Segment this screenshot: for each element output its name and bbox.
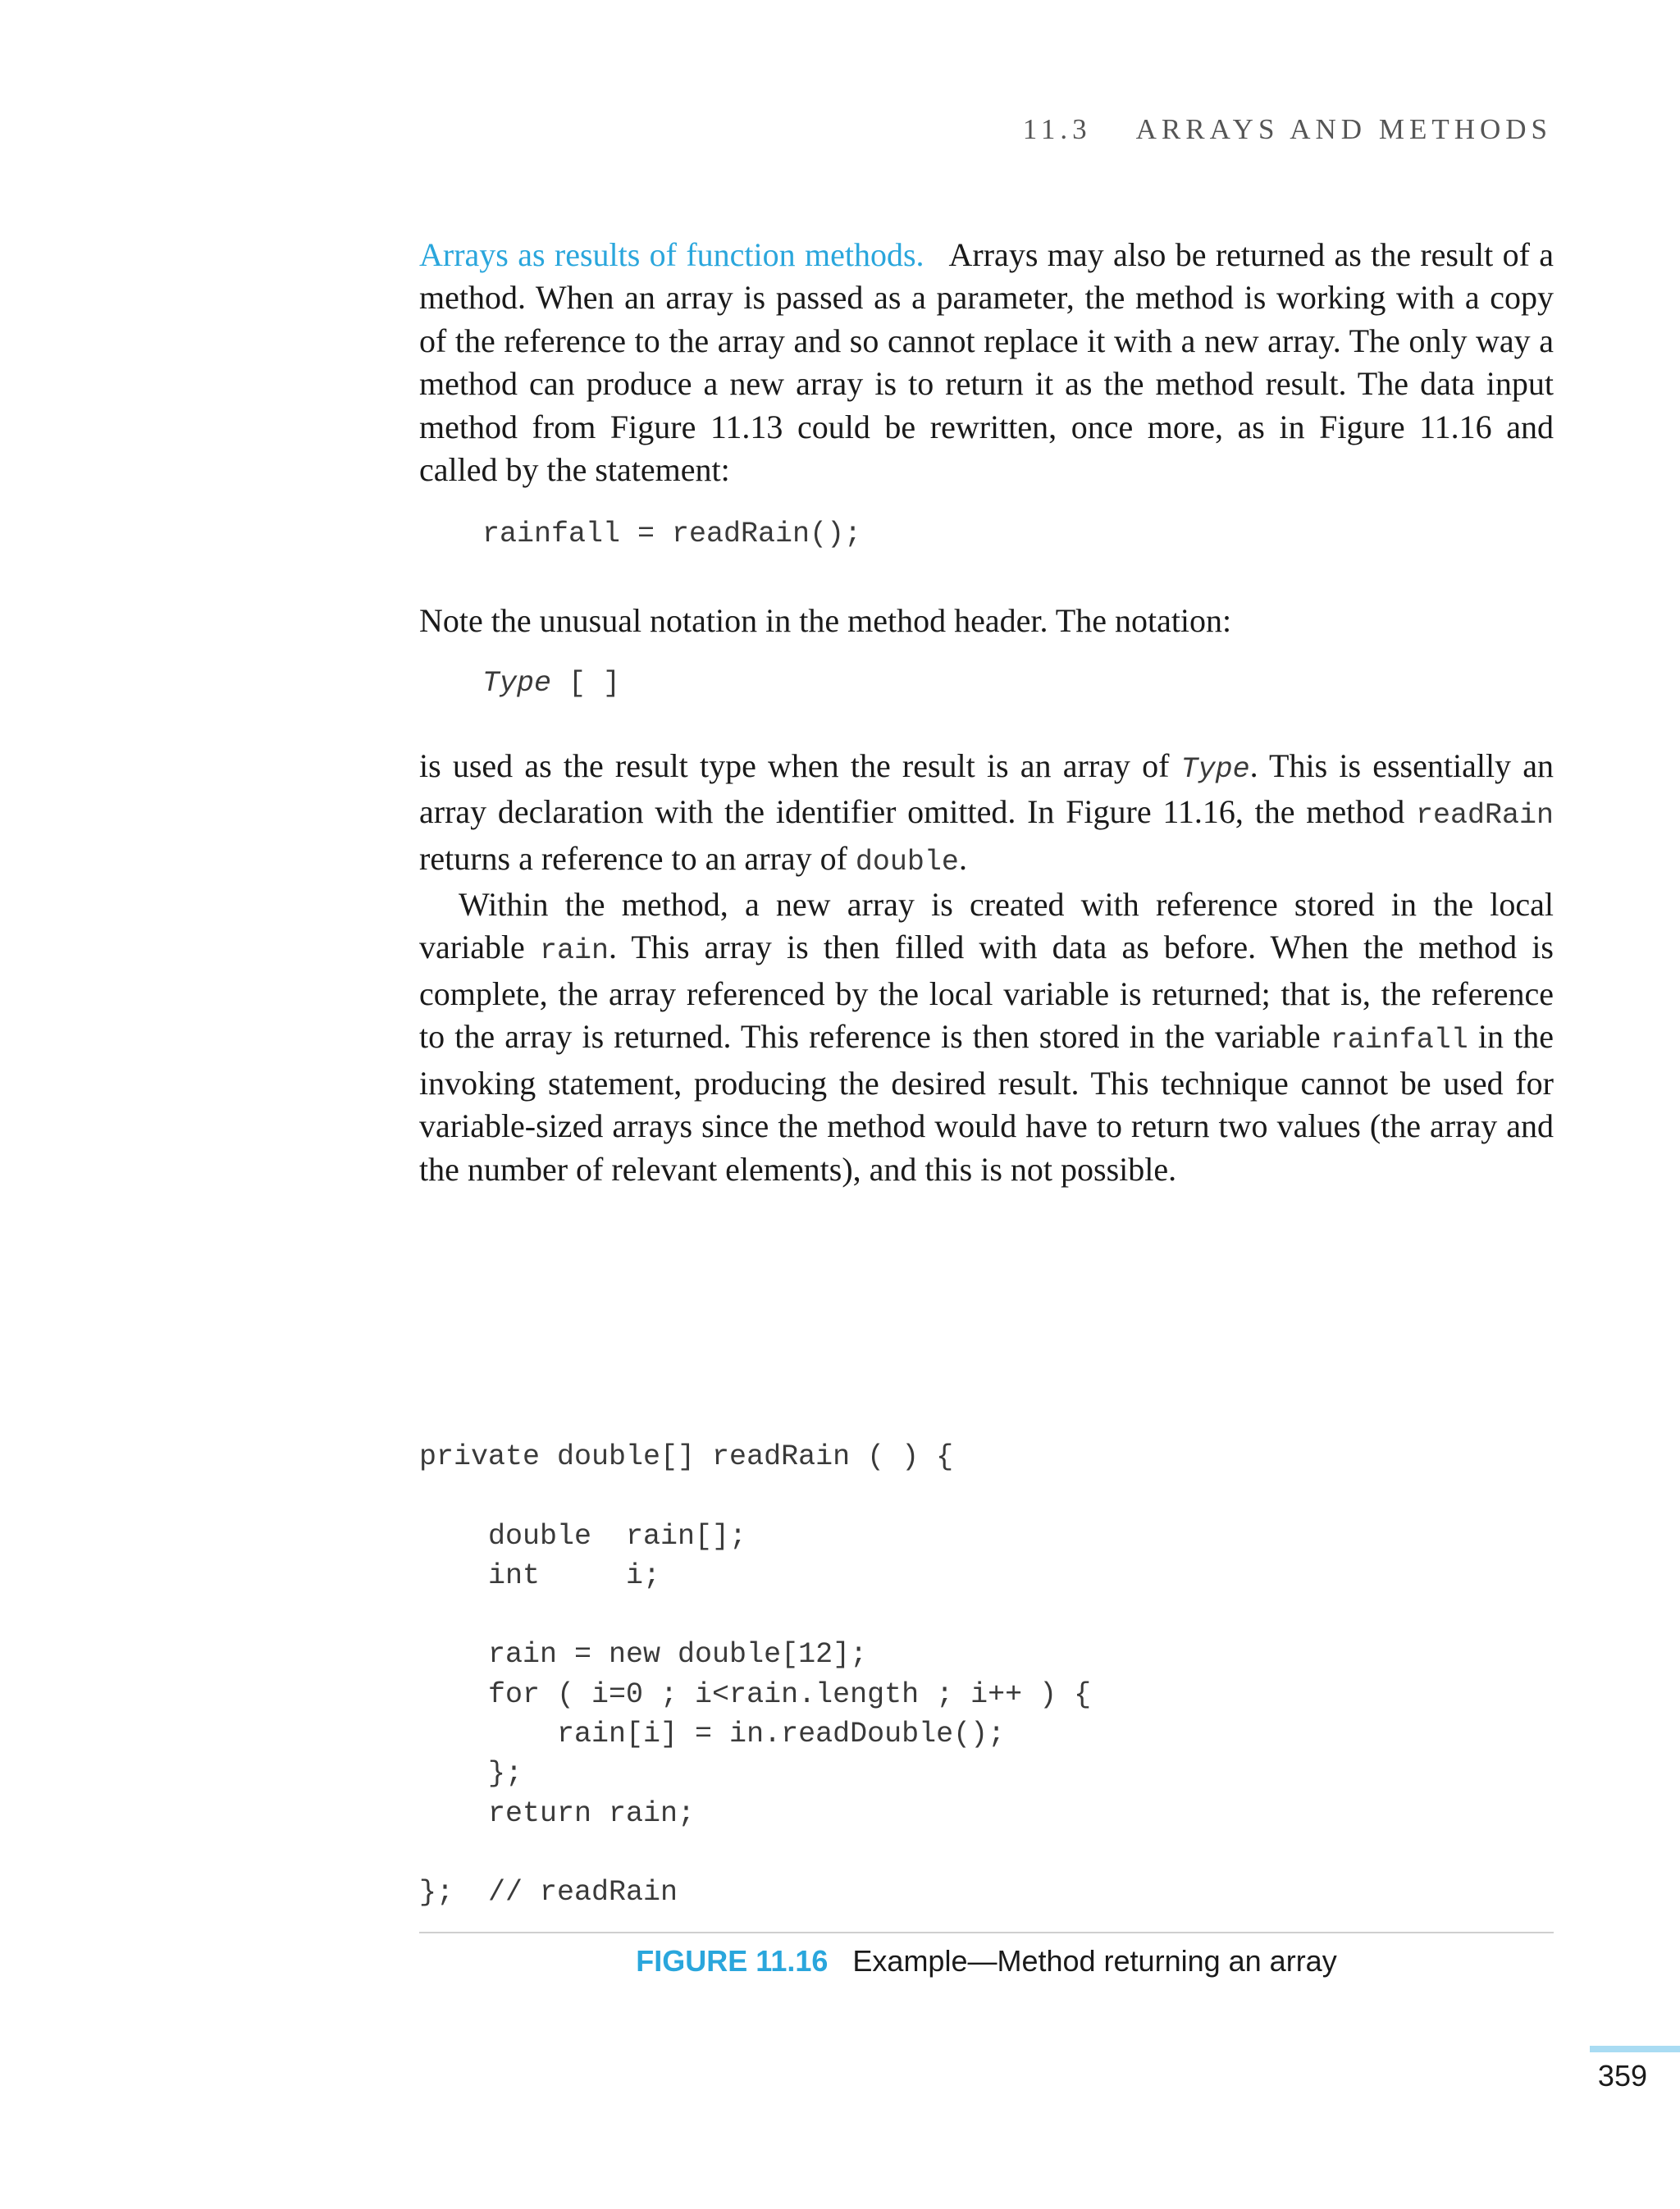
- section-title: ARRAYS AND METHODS: [1135, 113, 1552, 145]
- code-line: double rain[];: [419, 1519, 747, 1553]
- type-keyword: Type: [482, 666, 552, 700]
- figure-divider: [419, 1932, 1554, 1933]
- inline-code-rain: rain: [539, 934, 609, 968]
- section-number: 11.3: [1022, 113, 1092, 145]
- inline-code-rainfall: rainfall: [1330, 1024, 1468, 1057]
- inline-code-double: double: [855, 845, 959, 879]
- code-statement-readrain: rainfall = readRain();: [482, 518, 862, 551]
- paragraph-notation-intro: Note the unusual notation in the method header. The notation:: [419, 602, 1232, 640]
- code-line: };: [419, 1757, 523, 1791]
- inline-code-readrain: readRain: [1415, 799, 1554, 833]
- paragraph-text: in the invoking statement, producing the desired result. This technique cannot be used for variable-sized arrays since the method would have to return two values (the array and the number of relevant elements), and this is not possible.: [419, 1018, 1554, 1188]
- page-number-tab: [1590, 2046, 1680, 2052]
- paragraph-text: returns a reference to an array of: [419, 839, 856, 877]
- code-line: return rain;: [419, 1796, 696, 1830]
- paragraph-within-method: [419, 883, 1554, 1191]
- code-line: int i;: [419, 1559, 661, 1592]
- body-text: [419, 234, 1554, 1191]
- paragraph-text: Arrays may also be returned as the result of a method. When an array is passed as a parameter, the method is working with a copy of the reference to the array and so cannot replace it with a new array. The only way a method can produce a new array is to return it as the method result. The data input method from Figure 11.13 could be rewritten, once more, as in Figure 11.16 and called by the statement:: [419, 236, 1554, 489]
- code-line: [419, 1595, 1091, 1635]
- paragraph-text: . This array is then filled with data as before. When the method is complete, the array referenced by the local variable is returned; that is, the reference to the array is returned. This reference is then stored in the variable: [419, 929, 1554, 1056]
- code-line: for ( i=0 ; i<rain.length ; i++ ) {: [419, 1677, 1092, 1711]
- figure-code-listing: [419, 1437, 1091, 1913]
- figure-label: FIGURE 11.16: [636, 1944, 829, 1978]
- array-brackets: [ ]: [551, 666, 621, 700]
- code-line: rain = new double[12];: [419, 1638, 868, 1672]
- page-number: 359: [1597, 2059, 1647, 2093]
- code-line: [419, 1476, 1091, 1516]
- figure-caption: [419, 1944, 1554, 1979]
- paragraph-arrays-as-results: [419, 234, 1554, 491]
- code-line: rain[i] = in.readDouble();: [419, 1718, 1006, 1751]
- code-line: private double[] readRain ( ) {: [419, 1440, 954, 1473]
- paragraph-result-type: [419, 745, 1554, 883]
- code-line: }; // readRain: [419, 1876, 678, 1910]
- code-type-notation: [419, 663, 1554, 704]
- running-head: [1023, 113, 1552, 146]
- code-line: [419, 1833, 1091, 1873]
- figure-caption-text: Example—Method returning an array: [852, 1944, 1337, 1978]
- paragraph-text: Within the method, a new array is created with reference stored in the local variable: [419, 886, 1554, 966]
- paragraph-text: . This is essentially an array declaration with the identifier omitted. In Figure 11.16, the method: [419, 746, 1554, 831]
- run-in-head: Arrays as results of function methods.: [419, 236, 924, 273]
- paragraph-text: is used as the result type when the result is an array of: [419, 746, 1181, 784]
- inline-code-type: Type: [1180, 752, 1250, 786]
- paragraph-text: .: [958, 839, 967, 877]
